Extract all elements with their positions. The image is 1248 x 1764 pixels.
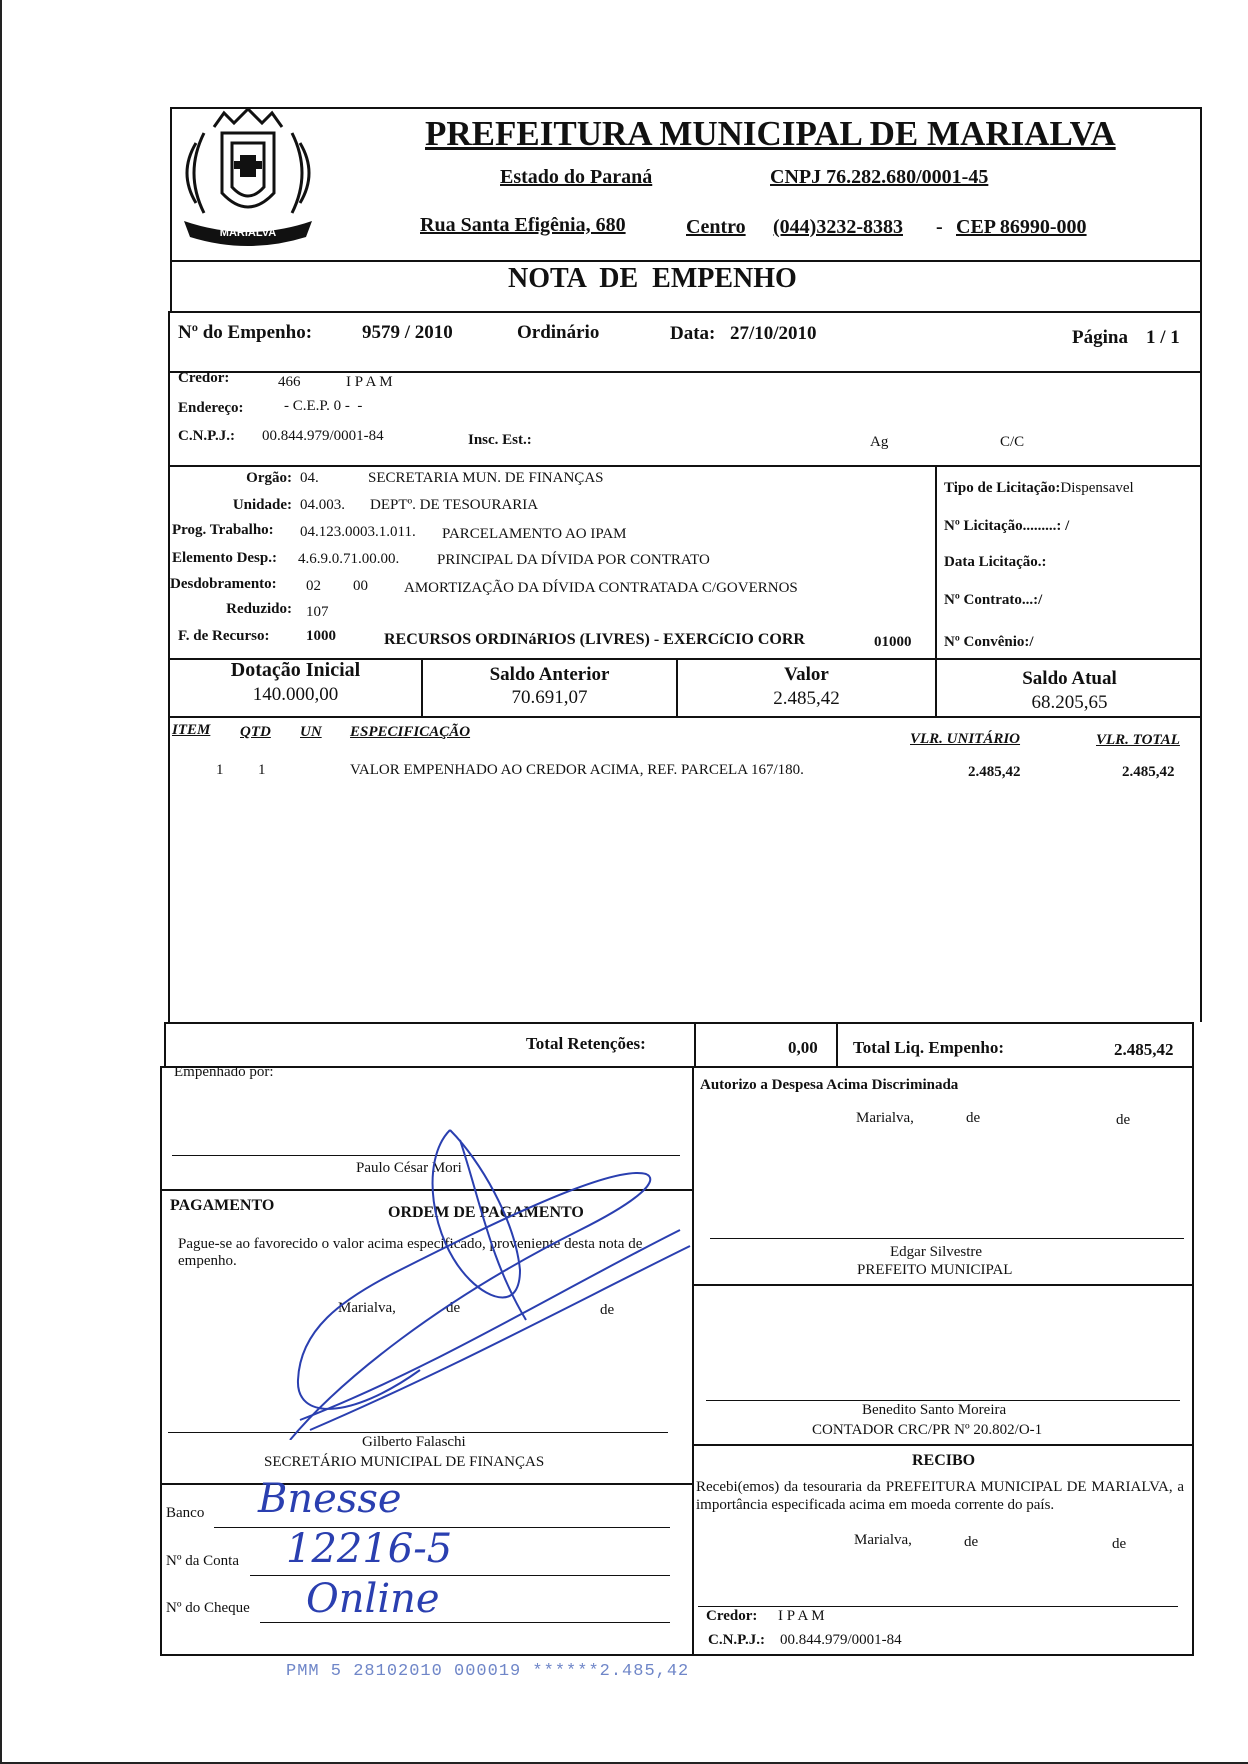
contador-role: CONTADOR CRC/PR Nº 20.802/O-1: [812, 1422, 1043, 1438]
divider: [170, 260, 1202, 262]
signature-line: [698, 1606, 1178, 1607]
item-header: ITEM: [172, 722, 211, 738]
recibo-title: RECIBO: [912, 1452, 976, 1469]
especificacao-header: ESPECIFICAÇÃO: [350, 724, 471, 740]
tipo-licitacao: [944, 480, 1134, 497]
page-edge: [0, 0, 2, 1764]
document-title: NOTA DE EMPENHO: [508, 263, 797, 294]
empenho-number-label: Nº do Empenho:: [178, 322, 313, 343]
autorizo-de-2: de: [1116, 1112, 1131, 1128]
authentication-stamp: PMM 5 28102010 000019 ******2.485,42: [286, 1662, 690, 1681]
convenio-label: Nº Convênio:/: [944, 634, 1034, 650]
tipo-licitacao-value: Dispensavel: [1060, 480, 1134, 496]
credor-code: 466: [278, 374, 301, 390]
recurso-code: 1000: [306, 628, 336, 644]
cep: CEP 86990-000: [956, 216, 1087, 238]
desdobramento-name: AMORTIZAÇÃO DA DÍVIDA CONTRATADA C/GOVERNOS: [404, 580, 798, 596]
divider: [836, 1022, 838, 1068]
cnpj-label: C.N.P.J.:: [178, 428, 235, 444]
item-number: 1: [216, 762, 224, 778]
conta-label: Nº da Conta: [166, 1553, 239, 1569]
contador-name: Benedito Santo Moreira: [862, 1402, 1007, 1418]
recibo-cnpj-label: C.N.P.J.:: [708, 1632, 765, 1648]
banco-handwritten: Bnesse: [258, 1476, 402, 1522]
autorizo-de-1: de: [966, 1110, 981, 1126]
divider: [692, 1284, 1194, 1286]
district: Centro: [686, 216, 746, 238]
valor-value: 2.485,42: [773, 688, 840, 709]
ag-label: Ag: [870, 434, 889, 450]
un-header: UN: [300, 724, 322, 740]
orgao-label: Orgão:: [246, 470, 292, 486]
autorizo-city: Marialva,: [856, 1110, 914, 1126]
pagamento-city: Marialva,: [338, 1300, 396, 1316]
valor-unitario-header: VLR. UNITÁRIO: [910, 731, 1021, 747]
elemento-name: PRINCIPAL DA DÍVIDA POR CONTRATO: [437, 552, 710, 568]
phone: (044)3232-8383: [773, 216, 903, 238]
valor-total-header: VLR. TOTAL: [1096, 732, 1180, 748]
item-especificacao: VALOR EMPENHADO AO CREDOR ACIMA, REF. PARCELA 167/180.: [350, 762, 804, 778]
total-liquido-value: 2.485,42: [1114, 1040, 1174, 1059]
autorizo-label: Autorizo a Despesa Acima Discriminada: [700, 1077, 959, 1093]
recurso-number: 01000: [874, 634, 912, 650]
credor-cnpj: 00.844.979/0001-84: [262, 428, 384, 444]
empenho-type: Ordinário: [517, 322, 600, 343]
recibo-credor: I P A M: [778, 1608, 825, 1624]
recurso-label: F. de Recurso:: [178, 628, 270, 644]
state-name: Estado do Paraná: [500, 166, 653, 188]
prog-trabalho-code: 04.123.0003.1.011.: [300, 524, 416, 540]
total-retencoes-label: Total Retenções:: [526, 1034, 646, 1053]
pagamento-de-2: de: [600, 1302, 615, 1318]
recibo-de-1: de: [964, 1534, 979, 1550]
conta-handwritten: 12216-5: [286, 1526, 453, 1572]
divider: [168, 716, 170, 1022]
recurso-name: RECURSOS ORDINáRIOS (LIVRES) - EXERCíCIO CORR: [384, 631, 805, 648]
orgao-code: 04.: [300, 470, 319, 486]
unidade-code: 04.003.: [300, 497, 345, 513]
svg-text:MARIALVA: MARIALVA: [219, 227, 277, 239]
cheque-line: [260, 1622, 670, 1623]
signature-line: [706, 1400, 1180, 1401]
cheque-label: Nº do Cheque: [166, 1600, 250, 1616]
credor-name: I P A M: [346, 374, 393, 390]
prog-trabalho-name: PARCELAMENTO AO IPAM: [442, 526, 627, 542]
saldo-anterior-label: Saldo Anterior: [489, 664, 610, 685]
divider: [692, 1444, 1194, 1446]
secretario-role: SECRETÁRIO MUNICIPAL DE FINANÇAS: [264, 1454, 545, 1470]
handwritten-signature: [280, 1120, 700, 1440]
divider: [1200, 716, 1202, 1022]
page-label: Página: [1072, 327, 1128, 348]
recibo-city: Marialva,: [854, 1532, 912, 1548]
unidade-label: Unidade:: [232, 497, 292, 513]
divider: [160, 1483, 694, 1485]
signature-line: [710, 1238, 1184, 1239]
endereco-value: - C.E.P. 0 - -: [284, 398, 363, 414]
reduzido-value: 107: [306, 604, 329, 620]
prefeito-role: PREFEITO MUNICIPAL: [857, 1262, 1013, 1278]
ordem-pagamento-label: ORDEM DE PAGAMENTO: [388, 1204, 584, 1221]
desdobramento-code1: 02: [306, 578, 321, 594]
pagamento-label: PAGAMENTO: [170, 1197, 275, 1214]
desdobramento-label: Desdobramento:: [170, 576, 277, 592]
credor-label: Credor:: [178, 370, 230, 386]
credor-box: [168, 371, 1202, 467]
tipo-licitacao-label: Tipo de Licitação:: [944, 480, 1061, 496]
empenho-number: 9579 / 2010: [362, 322, 453, 343]
endereco-label: Endereço:: [178, 400, 244, 416]
empenho-date: 27/10/2010: [730, 323, 817, 344]
separator-dash: -: [936, 216, 943, 238]
pagamento-text: Pague-se ao favorecido o valor acima especificado, proveniente desta nota de empenho.: [178, 1236, 643, 1269]
empenhado-por-label: Empenhado por:: [174, 1064, 274, 1080]
coat-of-arms-logo: [174, 103, 322, 253]
elemento-code: 4.6.9.0.71.00.00.: [298, 551, 400, 567]
item-valor-total: 2.485,42: [1122, 764, 1175, 780]
total-liquido-label: Total Liq. Empenho:: [853, 1038, 1004, 1057]
totals-box: [164, 1022, 1194, 1068]
total-retencoes-value: 0,00: [788, 1038, 818, 1057]
contrato-label: Nº Contrato...:/: [944, 592, 1043, 608]
divider: [694, 1022, 696, 1068]
valor-label: Valor: [784, 664, 829, 685]
recibo-text: Recebi(emos) da tesouraria da PREFEITURA MUNICIPAL DE MARIALVA, a importância especificada acima em moeda corrente do país.: [696, 1479, 1184, 1513]
item-valor-unitario: 2.485,42: [968, 764, 1021, 780]
item-qtd: 1: [258, 762, 266, 778]
prefeito-name: Edgar Silvestre: [890, 1244, 983, 1260]
qtd-header: QTD: [240, 724, 271, 740]
data-licitacao-label: Data Licitação.:: [944, 554, 1047, 570]
elemento-label: Elemento Desp.:: [172, 550, 277, 566]
saldo-anterior-value: 70.691,07: [511, 687, 588, 708]
insc-est-label: Insc. Est.:: [468, 432, 532, 448]
recibo-cnpj: 00.844.979/0001-84: [780, 1632, 902, 1648]
prog-trabalho-label: Prog. Trabalho:: [172, 522, 274, 538]
desdobramento-code2: 00: [353, 578, 368, 594]
pagamento-de-1: de: [446, 1300, 461, 1316]
cnpj-prefeitura: CNPJ 76.282.680/0001-45: [770, 166, 989, 188]
licitacao-number: Nº Licitação.........: /: [944, 518, 1070, 534]
page-number: 1 / 1: [1146, 327, 1180, 348]
date-label: Data:: [670, 323, 716, 344]
cc-label: C/C: [1000, 434, 1025, 450]
recibo-de-2: de: [1112, 1536, 1127, 1552]
dotacao-label: Dotação Inicial: [230, 659, 361, 681]
banco-label: Banco: [166, 1505, 205, 1521]
dotacao-value: 140.000,00: [252, 684, 339, 705]
saldo-atual-value: 68.205,65: [1031, 692, 1108, 713]
divider: [935, 465, 937, 660]
reduzido-label: Reduzido:: [226, 601, 292, 617]
empenhado-por-name: Paulo César Mori: [356, 1160, 462, 1176]
secretario-name: Gilberto Falaschi: [362, 1434, 466, 1450]
saldo-atual-label: Saldo Atual: [1022, 668, 1117, 689]
cheque-handwritten: Online: [306, 1576, 440, 1622]
prefeitura-title: PREFEITURA MUNICIPAL DE MARIALVA: [425, 114, 1116, 153]
recibo-credor-label: Credor:: [706, 1608, 758, 1624]
unidade-name: DEPTº. DE TESOURARIA: [370, 497, 539, 513]
street-address: Rua Santa Efigênia, 680: [420, 214, 626, 236]
orgao-name: SECRETARIA MUN. DE FINANÇAS: [368, 470, 604, 486]
